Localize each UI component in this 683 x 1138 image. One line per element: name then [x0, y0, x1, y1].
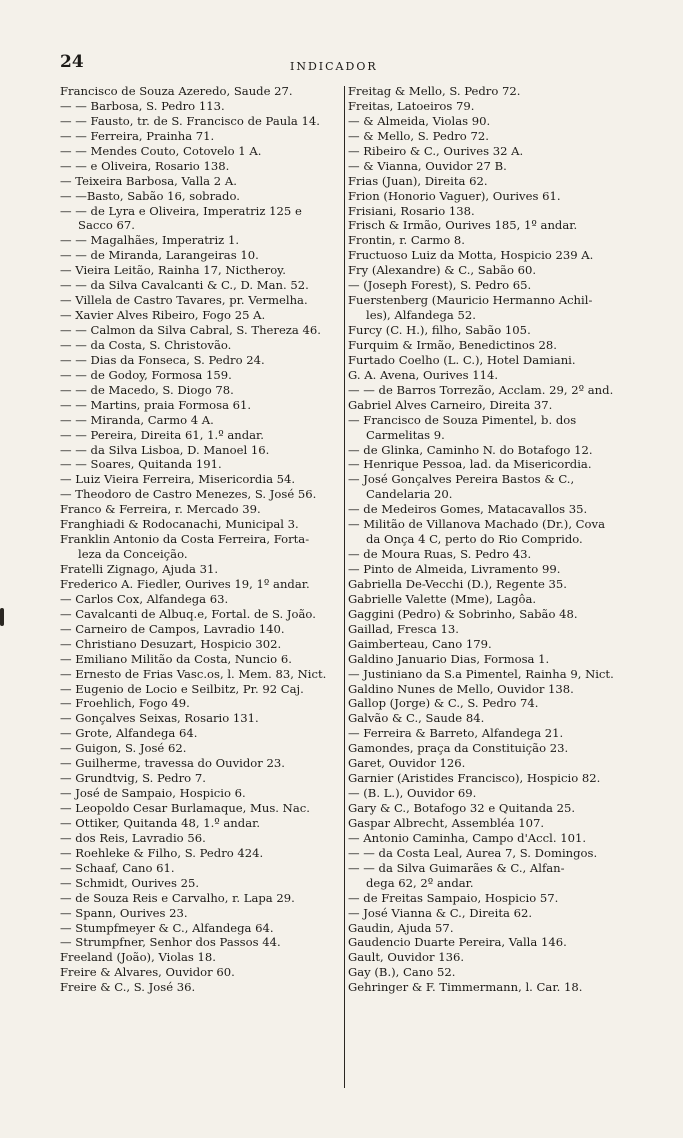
directory-entry: — Teixeira Barbosa, Valla 2 A. [60, 173, 237, 188]
directory-entry: Gehringer & F. Timmermann, l. Car. 18. [348, 980, 583, 995]
directory-entry: — de Freitas Sampaio, Hospicio 57. [348, 890, 559, 905]
directory-entry: — José de Sampaio, Hospicio 6. [60, 786, 246, 801]
directory-entry: — Christiano Desuzart, Hospicio 302. [60, 636, 282, 651]
directory-entry: — Stumpfmeyer & C., Alfandega 64. [60, 920, 274, 935]
directory-entry: Gay (B.), Cano 52. [348, 965, 456, 980]
directory-entry: — — da Silva Lisboa, D. Manoel 16. [60, 442, 270, 457]
directory-entry: Freitag & Mello, S. Pedro 72. [348, 84, 521, 98]
directory-entry: Furquim & Irmão, Benedictinos 28. [348, 337, 557, 352]
directory-entry: — & Vianna, Ouvidor 27 B. [348, 158, 507, 173]
directory-entry: — Francisco de Souza Pimentel, b. dos [348, 412, 577, 427]
directory-entry: — Luiz Vieira Ferreira, Misericordia 54. [60, 472, 296, 487]
directory-entry: — Xavier Alves Ribeiro, Fogo 25 A. [60, 308, 266, 323]
directory-entry: — — e Oliveira, Rosario 138. [60, 158, 230, 173]
directory-entry: Freire & C., S. José 36. [60, 980, 196, 995]
directory-entry: — — Pereira, Direita 61, 1.º andar. [60, 427, 264, 442]
directory-entry: — & Almeida, Violas 90. [348, 113, 491, 128]
directory-entry: — Guilherme, travessa do Ouvidor 23. [60, 756, 285, 771]
directory-entry: Garet, Ouvidor 126. [348, 756, 466, 771]
directory-entry: — — Ferreira, Prainha 71. [60, 128, 215, 143]
directory-entry: da Onça 4 C, perto do Rio Comprido. [366, 532, 583, 547]
directory-entry: Gamondes, praça da Constituição 23. [348, 741, 569, 756]
directory-entry: Frisiani, Rosario 138. [348, 203, 475, 218]
directory-entry: Carmelitas 9. [366, 427, 445, 442]
column-divider [344, 86, 345, 1088]
directory-entry: — de Souza Reis e Carvalho, r. Lapa 29. [60, 890, 295, 905]
directory-entry: — de Glinka, Caminho N. do Botafogo 12. [348, 442, 593, 457]
directory-entry: Gault, Ouvidor 136. [348, 950, 465, 965]
directory-entry: Gaudin, Ajuda 57. [348, 920, 454, 935]
directory-entry: Sacco 67. [78, 218, 135, 233]
directory-entry: Furcy (C. H.), filho, Sabão 105. [348, 323, 531, 337]
directory-entry: — Strumpfner, Senhor dos Passos 44. [60, 935, 281, 950]
directory-entry: — — Fausto, tr. de S. Francisco de Paula 14. [60, 113, 320, 128]
directory-entry: — Grundtvig, S. Pedro 7. [60, 771, 206, 786]
directory-entry: — Cavalcanti de Albuq.e, Fortal. de S. João. [60, 606, 316, 621]
directory-entry: — — Mendes Couto, Cotovelo 1 A. [60, 143, 262, 158]
directory-entry: Galdino Januario Dias, Formosa 1. [348, 651, 550, 666]
directory-entry: — Antonio Caminha, Campo d'Accl. 101. [348, 830, 587, 845]
margin-mark [0, 608, 4, 626]
directory-entry: — — de Godoy, Formosa 159. [60, 367, 232, 382]
directory-entry: — Pinto de Almeida, Livramento 99. [348, 562, 561, 576]
directory-entry: Franco & Ferreira, r. Mercado 39. [60, 502, 261, 517]
directory-entry: — Roehleke & Filho, S. Pedro 424. [60, 845, 264, 860]
directory-entry: Gary & C., Botafogo 32 e Quitanda 25. [348, 801, 576, 815]
directory-entry: — Schaaf, Cano 61. [60, 860, 175, 875]
directory-entry: — Emiliano Militão da Costa, Nuncio 6. [60, 651, 292, 666]
directory-entry: — — de Lyra e Oliveira, Imperatriz 125 e [60, 203, 302, 218]
directory-entry: — Ferreira & Barreto, Alfandega 21. [348, 726, 564, 741]
directory-entry: — — Magalhães, Imperatriz 1. [60, 233, 240, 248]
directory-entry: — Henrique Pessoa, lad. da Misericordia. [348, 457, 592, 472]
directory-entry: Frederico A. Fiedler, Ourives 19, 1º andar. [60, 576, 310, 591]
directory-entry: Franghiadi & Rodocanachi, Municipal 3. [60, 517, 299, 532]
directory-entry: Galvão & C., Saude 84. [348, 711, 485, 726]
directory-entry: — — da Costa, S. Christovão. [60, 337, 232, 352]
directory-entry: — — Miranda, Carmo 4 A. [60, 412, 214, 427]
directory-entry: — Eugenio de Locio e Seilbitz, Pr. 92 Caj. [60, 681, 304, 696]
directory-entry: Freire & Alvares, Ouvidor 60. [60, 965, 235, 980]
directory-entry: — — Martins, praia Formosa 61. [60, 397, 252, 412]
directory-entry: — Ribeiro & C., Ourives 32 A. [348, 143, 524, 158]
directory-entry: — Justiniano da S.a Pimentel, Rainha 9, Nict. [348, 666, 614, 681]
directory-entry: — — da Costa Leal, Aurea 7, S. Domingos. [348, 845, 598, 860]
directory-entry: — —Basto, Sabão 16, sobrado. [60, 188, 240, 203]
directory-entry: — & Mello, S. Pedro 72. [348, 128, 489, 143]
directory-entry: — — Barbosa, S. Pedro 113. [60, 98, 225, 113]
directory-entry: — Carneiro de Campos, Lavradio 140. [60, 621, 285, 636]
directory-entry: — Carlos Cox, Alfandega 63. [60, 591, 229, 606]
directory-entry: Gaudencio Duarte Pereira, Valla 146. [348, 935, 567, 950]
directory-entry: — Gonçalves Seixas, Rosario 131. [60, 711, 259, 726]
directory-entry: — Villela de Castro Tavares, pr. Vermelha. [60, 293, 308, 308]
directory-entry: — Leopoldo Cesar Burlamaque, Mus. Nac. [60, 801, 310, 815]
directory-entry: — — de Miranda, Larangeiras 10. [60, 248, 259, 263]
directory-entry: Franklin Antonio da Costa Ferreira, Forta- [60, 532, 310, 547]
directory-entry: — Militão de Villanova Machado (Dr.), Cova [348, 517, 605, 532]
left-column [60, 84, 342, 995]
directory-entry: les), Alfandega 52. [366, 308, 476, 323]
directory-entry: Fry (Alexandre) & C., Sabão 60. [348, 263, 537, 278]
directory-entry: — — de Barros Torrezão, Acclam. 29, 2º and. [348, 382, 614, 397]
directory-entry: Francisco de Souza Azeredo, Saude 27. [60, 84, 293, 98]
directory-entry: Frisch & Irmão, Ourives 185, 1º andar. [348, 218, 578, 233]
directory-entry: Candelaria 20. [366, 487, 453, 502]
directory-entry: — Vieira Leitão, Rainha 17, Nictheroy. [60, 263, 286, 278]
directory-entry: — (Joseph Forest), S. Pedro 65. [348, 278, 532, 293]
right-column [348, 84, 640, 995]
directory-entry: Fructuoso Luiz da Motta, Hospicio 239 A. [348, 248, 594, 263]
directory-entry: leza da Conceição. [78, 547, 188, 562]
directory-entry: — José Gonçalves Pereira Bastos & C., [348, 472, 575, 487]
directory-entry: G. A. Avena, Ourives 114. [348, 367, 499, 382]
directory-entry: Frontin, r. Carmo 8. [348, 233, 465, 248]
directory-entry: — de Moura Ruas, S. Pedro 43. [348, 547, 532, 562]
directory-entry: Galdino Nunes de Mello, Ouvidor 138. [348, 681, 574, 696]
directory-entry: Fratelli Zignago, Ajuda 31. [60, 562, 219, 576]
directory-entry: — Grote, Alfandega 64. [60, 726, 198, 741]
directory-entry: Frias (Juan), Direita 62. [348, 173, 488, 188]
directory-entry: — Theodoro de Castro Menezes, S. José 56. [60, 487, 317, 502]
directory-entry: Fuerstenberg (Mauricio Hermanno Achil- [348, 293, 593, 308]
directory-entry: — Ernesto de Frias Vasc.os, l. Mem. 83, Nict. [60, 666, 327, 681]
directory-entry: dega 62, 2º andar. [366, 875, 474, 890]
directory-entry: Gaimberteau, Cano 179. [348, 636, 492, 651]
directory-entry: Gabriella De-Vecchi (D.), Regente 35. [348, 576, 567, 591]
directory-entry: Gabrielle Valette (Mme), Lagôa. [348, 591, 537, 606]
directory-entry: Frion (Honorio Vaguer), Ourives 61. [348, 188, 561, 203]
directory-entry: — Guigon, S. José 62. [60, 741, 187, 756]
directory-entry: — — Soares, Quitanda 191. [60, 457, 222, 472]
directory-entry: — Ottiker, Quitanda 48, 1.º andar. [60, 815, 261, 830]
directory-entry: — — da Silva Cavalcanti & C., D. Man. 52. [60, 278, 309, 293]
directory-entry: Gaspar Albrecht, Assembléa 107. [348, 815, 545, 830]
directory-entry: — (B. L.), Ouvidor 69. [348, 786, 477, 801]
directory-entry: — Spann, Ourives 23. [60, 905, 188, 920]
directory-entry: Gabriel Alves Carneiro, Direita 37. [348, 397, 553, 412]
directory-entry: — José Vianna & C., Direita 62. [348, 905, 533, 920]
directory-entry: Furtado Coelho (L. C.), Hotel Damiani. [348, 352, 576, 367]
directory-entry: — — de Macedo, S. Diogo 78. [60, 382, 234, 397]
directory-entry: Garnier (Aristides Francisco), Hospicio 82. [348, 771, 601, 786]
directory-entry: Gallop (Jorge) & C., S. Pedro 74. [348, 696, 539, 711]
directory-entry: — dos Reis, Lavradio 56. [60, 830, 206, 845]
directory-entry: — Schmidt, Ourives 25. [60, 875, 200, 890]
directory-entry: — — Calmon da Silva Cabral, S. Thereza 46. [60, 323, 321, 337]
directory-entry: Gaillad, Fresca 13. [348, 621, 459, 636]
directory-entry: — de Medeiros Gomes, Matacavallos 35. [348, 502, 588, 517]
directory-entry: Freeland (João), Violas 18. [60, 950, 216, 965]
directory-entry: — Froehlich, Fogo 49. [60, 696, 190, 711]
directory-entry: — — da Silva Guimarães & C., Alfan- [348, 860, 565, 875]
directory-entry: — — Dias da Fonseca, S. Pedro 24. [60, 352, 265, 367]
page-number: 24 [60, 52, 84, 72]
directory-entry: Freitas, Latoeiros 79. [348, 98, 475, 113]
running-head: INDICADOR [290, 60, 378, 73]
directory-entry: Gaggini (Pedro) & Sobrinho, Sabão 48. [348, 606, 578, 621]
